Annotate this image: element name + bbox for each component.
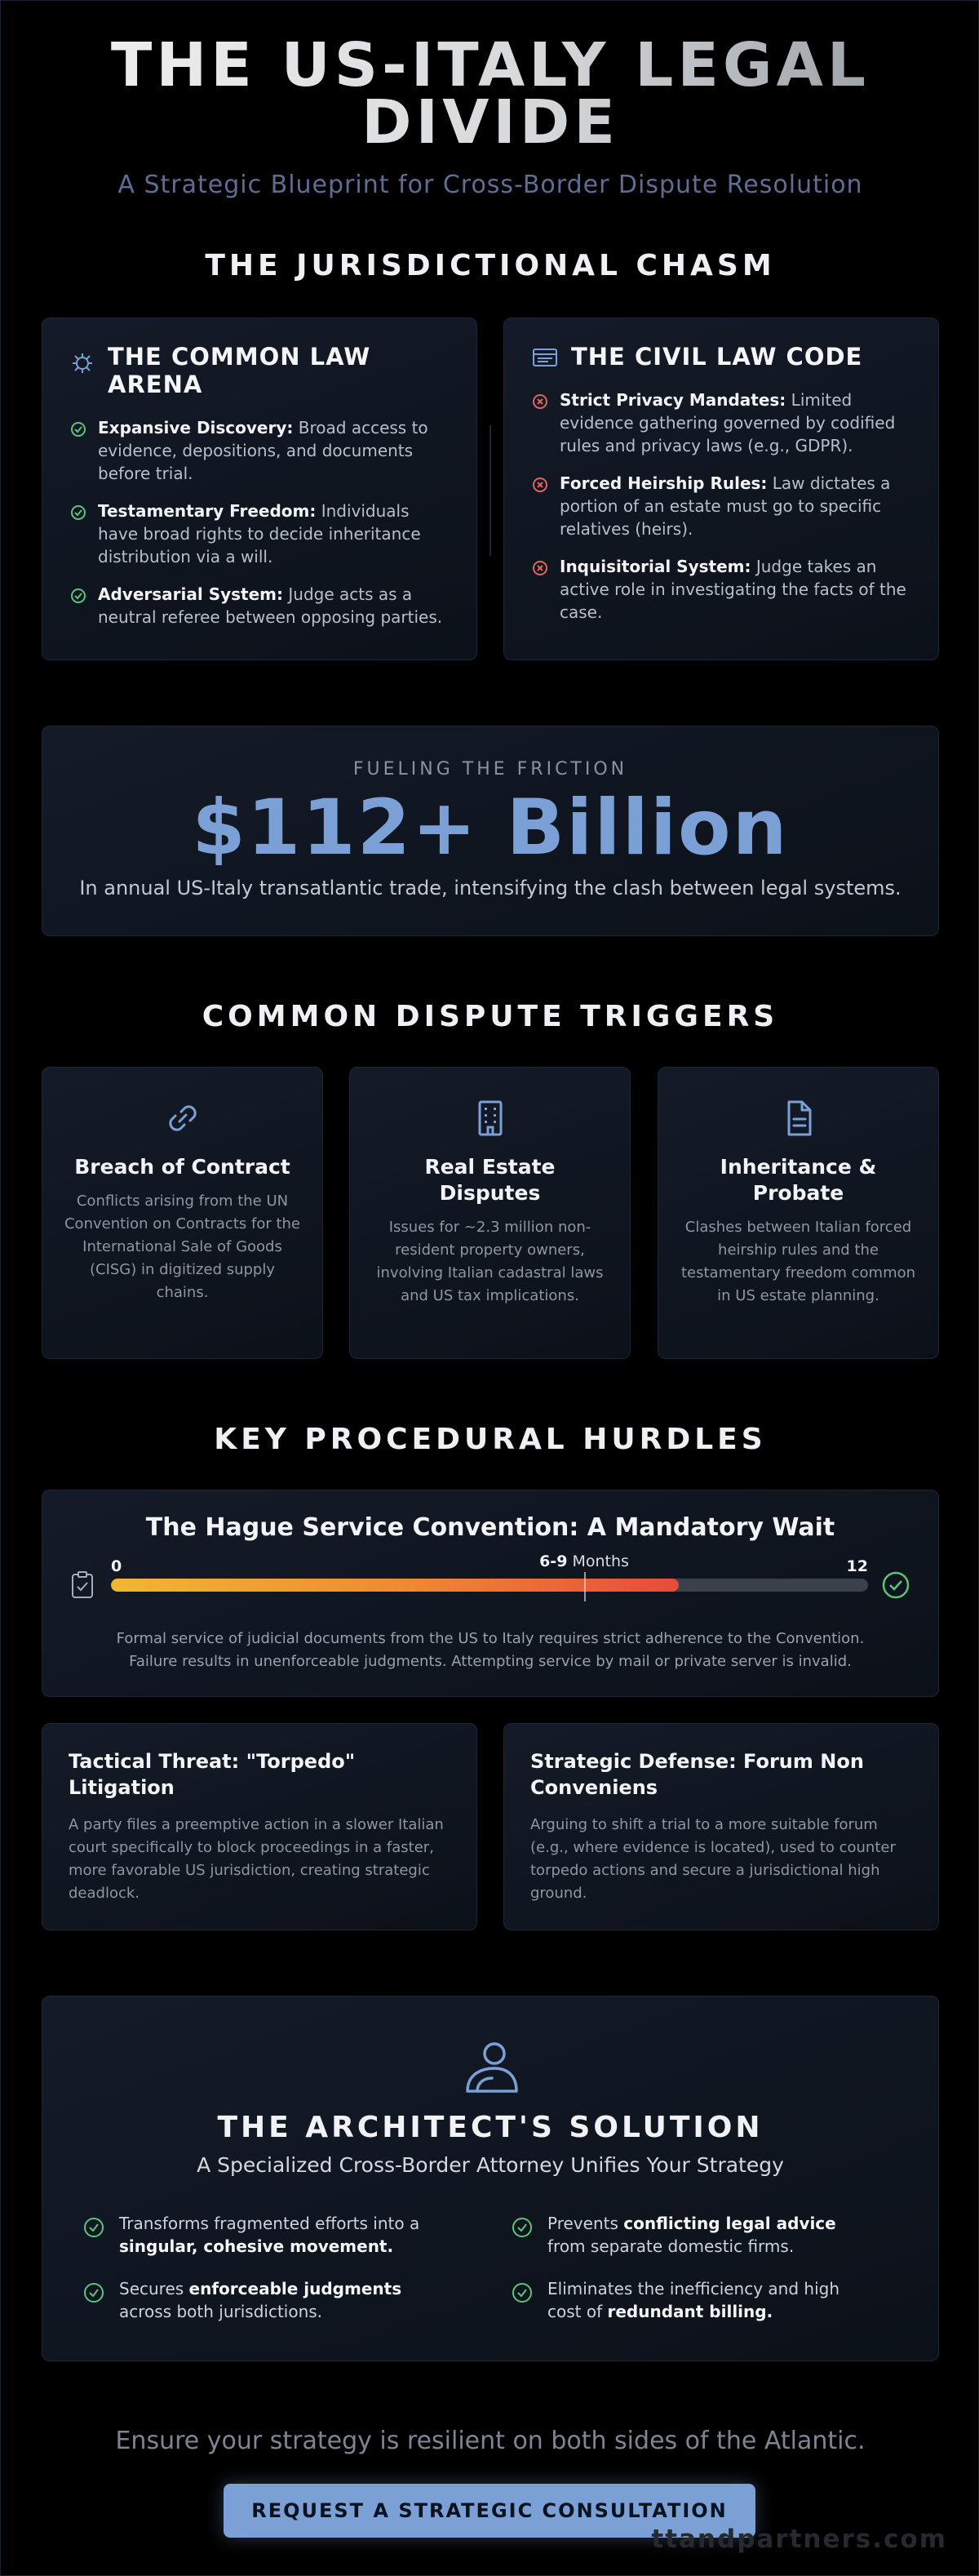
clipboard-check-icon (70, 1570, 95, 1600)
architect-user-icon (461, 2039, 521, 2098)
check-circle-icon (881, 1570, 910, 1600)
benefit-item (83, 2212, 442, 2258)
code-book-icon (532, 346, 558, 369)
item-term: Adversarial System: (98, 584, 284, 604)
civil-law-title: THE CIVIL LAW CODE (571, 343, 863, 371)
page-subtitle: A Strategic Blueprint for Cross-Border Dispute Resolution (117, 171, 863, 199)
x-circle-icon (532, 477, 548, 493)
friction-stat-card (42, 726, 939, 936)
title-line-1: THE US-ITALY LEGAL (110, 30, 870, 100)
common-law-item (70, 500, 449, 568)
hurdles-heading: KEY PROCEDURAL HURDLES (214, 1423, 767, 1456)
forum-text: Arguing to shift a trial to a more suitable forum (e.g., where evidence is located), used to counter torpedo actions and secure a jurisdictional high ground. (530, 1816, 896, 1902)
item-term: Forced Heirship Rules: (560, 473, 768, 493)
triggers-heading: COMMON DISPUTE TRIGGERS (202, 1000, 779, 1033)
check-circle-icon (512, 2282, 533, 2303)
check-circle-icon (70, 421, 86, 437)
page-title (1, 30, 979, 158)
item-term: Inquisitorial System: (560, 557, 751, 576)
wait-marker (584, 1572, 586, 1601)
hague-text: Formal service of judicial documents from the US to Italy requires strict adherence to the Convention. Failure results in unenforceable judgments. Attempting service by mail or private server is invalid. (116, 1630, 865, 1670)
chasm-heading: THE JURISDICTIONAL CHASM (205, 249, 776, 282)
trigger-text: Issues for ~2.3 million non-resident property owners, involving Italian cadastral laws and US tax implications. (376, 1219, 604, 1304)
civil-law-card (503, 318, 939, 660)
x-circle-icon (532, 393, 548, 410)
chasm-divider (490, 425, 491, 556)
scale-max-label: 12 (846, 1557, 868, 1575)
wait-range-label (539, 1552, 629, 1570)
check-circle-icon (83, 2217, 104, 2238)
benefit-item (83, 2277, 442, 2323)
solution-title: THE ARCHITECT'S SOLUTION (217, 2111, 764, 2144)
wait-range-value: 6-9 (539, 1552, 568, 1570)
friction-value: $112+ Billion (192, 784, 789, 873)
common-law-item (70, 416, 449, 485)
trigger-title: Inheritance & Probate (720, 1155, 877, 1205)
friction-eyebrow: FUELING THE FRICTION (352, 759, 628, 779)
civil-law-item (532, 555, 910, 624)
hague-card (42, 1490, 939, 1697)
benefit-item (512, 2212, 870, 2258)
item-text: Broad access to evidence, depositions, and documents before trial. (98, 418, 428, 483)
benefit-text: Secures (119, 2279, 184, 2298)
consultation-button[interactable]: REQUEST A STRATEGIC CONSULTATION (224, 2484, 755, 2538)
item-term: Testamentary Freedom: (98, 501, 317, 521)
benefit-text: Eliminates the inefficiency and high cost of (547, 2279, 840, 2321)
forum-card (503, 1723, 939, 1930)
title-line-2: DIVIDE (361, 87, 619, 158)
common-law-item (70, 583, 449, 628)
site-watermark: ttandpartners.com (651, 2525, 947, 2554)
benefit-text-end: from separate domestic firms. (547, 2236, 795, 2256)
torpedo-card (42, 1723, 477, 1930)
scale-min-label: 0 (111, 1557, 122, 1575)
check-circle-icon (83, 2282, 104, 2303)
benefit-text: Prevents (547, 2214, 618, 2233)
solution-card (42, 1996, 939, 2361)
item-text: Law dictates a portion of an estate must go to specific relatives (heirs). (560, 473, 891, 539)
common-law-card (42, 318, 477, 660)
check-circle-icon (70, 504, 86, 521)
item-text: Judge takes an active role in investigating the facts of the case. (560, 557, 906, 622)
civil-law-item (532, 389, 910, 457)
benefit-text-end: across both jurisdictions. (119, 2302, 323, 2321)
benefit-highlight: enforceable judgments (188, 2279, 402, 2298)
common-law-title: THE COMMON LAW ARENA (108, 343, 371, 398)
benefit-highlight: redundant billing. (607, 2302, 773, 2321)
building-icon (467, 1095, 513, 1141)
trigger-text: Conflicts arising from the UN Convention on Contracts for the International Sale of Goods (CISG) in digitized supply chains. (64, 1193, 300, 1301)
wait-progress-fill (111, 1579, 679, 1592)
closing-statement: Ensure your strategy is resilient on both sides of the Atlantic. (115, 2427, 866, 2455)
document-icon (776, 1095, 822, 1141)
trigger-title: Breach of Contract (74, 1155, 290, 1179)
trigger-card (42, 1067, 323, 1359)
item-text: Judge acts as a neutral referee between opposing parties. (98, 584, 443, 627)
friction-text: In annual US-Italy transatlantic trade, intensifying the clash between legal systems. (79, 877, 901, 899)
benefit-highlight: conflicting legal advice (623, 2214, 836, 2233)
x-circle-icon (532, 560, 548, 576)
benefit-item (512, 2277, 870, 2323)
torpedo-title: Tactical Threat: "Torpedo" Litigation (69, 1750, 356, 1799)
item-text: Limited evidence gathering governed by codified rules and privacy laws (e.g., GDPR). (560, 390, 896, 455)
forum-title: Strategic Defense: Forum Non Conveniens (530, 1750, 864, 1799)
civil-law-item (532, 472, 910, 540)
trigger-card (658, 1067, 939, 1359)
solution-subtitle: A Specialized Cross-Border Attorney Unifies Your Strategy (197, 2153, 784, 2177)
torpedo-text: A party files a preemptive action in a slower Italian court specifically to block proceedings in a faster, more favorable US jurisdiction, creating strategic deadlock. (69, 1816, 444, 1902)
wait-range-unit: Months (572, 1552, 629, 1570)
trigger-title: Real Estate Disputes (424, 1155, 556, 1205)
gavel-icon (70, 351, 95, 375)
hague-title: The Hague Service Convention: A Mandatory Wait (145, 1513, 835, 1542)
benefit-text: Transforms fragmented efforts into a (119, 2214, 420, 2233)
benefit-highlight: singular, cohesive movement. (119, 2236, 394, 2256)
link-icon (160, 1095, 206, 1141)
check-circle-icon (70, 588, 86, 604)
trigger-text: Clashes between Italian forced heirship rules and the testamentary freedom common in US estate planning. (680, 1219, 916, 1304)
check-circle-icon (512, 2217, 533, 2238)
item-text: Individuals have broad rights to decide inheritance distribution via a will. (98, 501, 421, 566)
trigger-card (349, 1067, 631, 1359)
item-term: Strict Privacy Mandates: (560, 390, 786, 410)
wait-progress-track (111, 1579, 868, 1592)
item-term: Expansive Discovery: (98, 418, 294, 437)
